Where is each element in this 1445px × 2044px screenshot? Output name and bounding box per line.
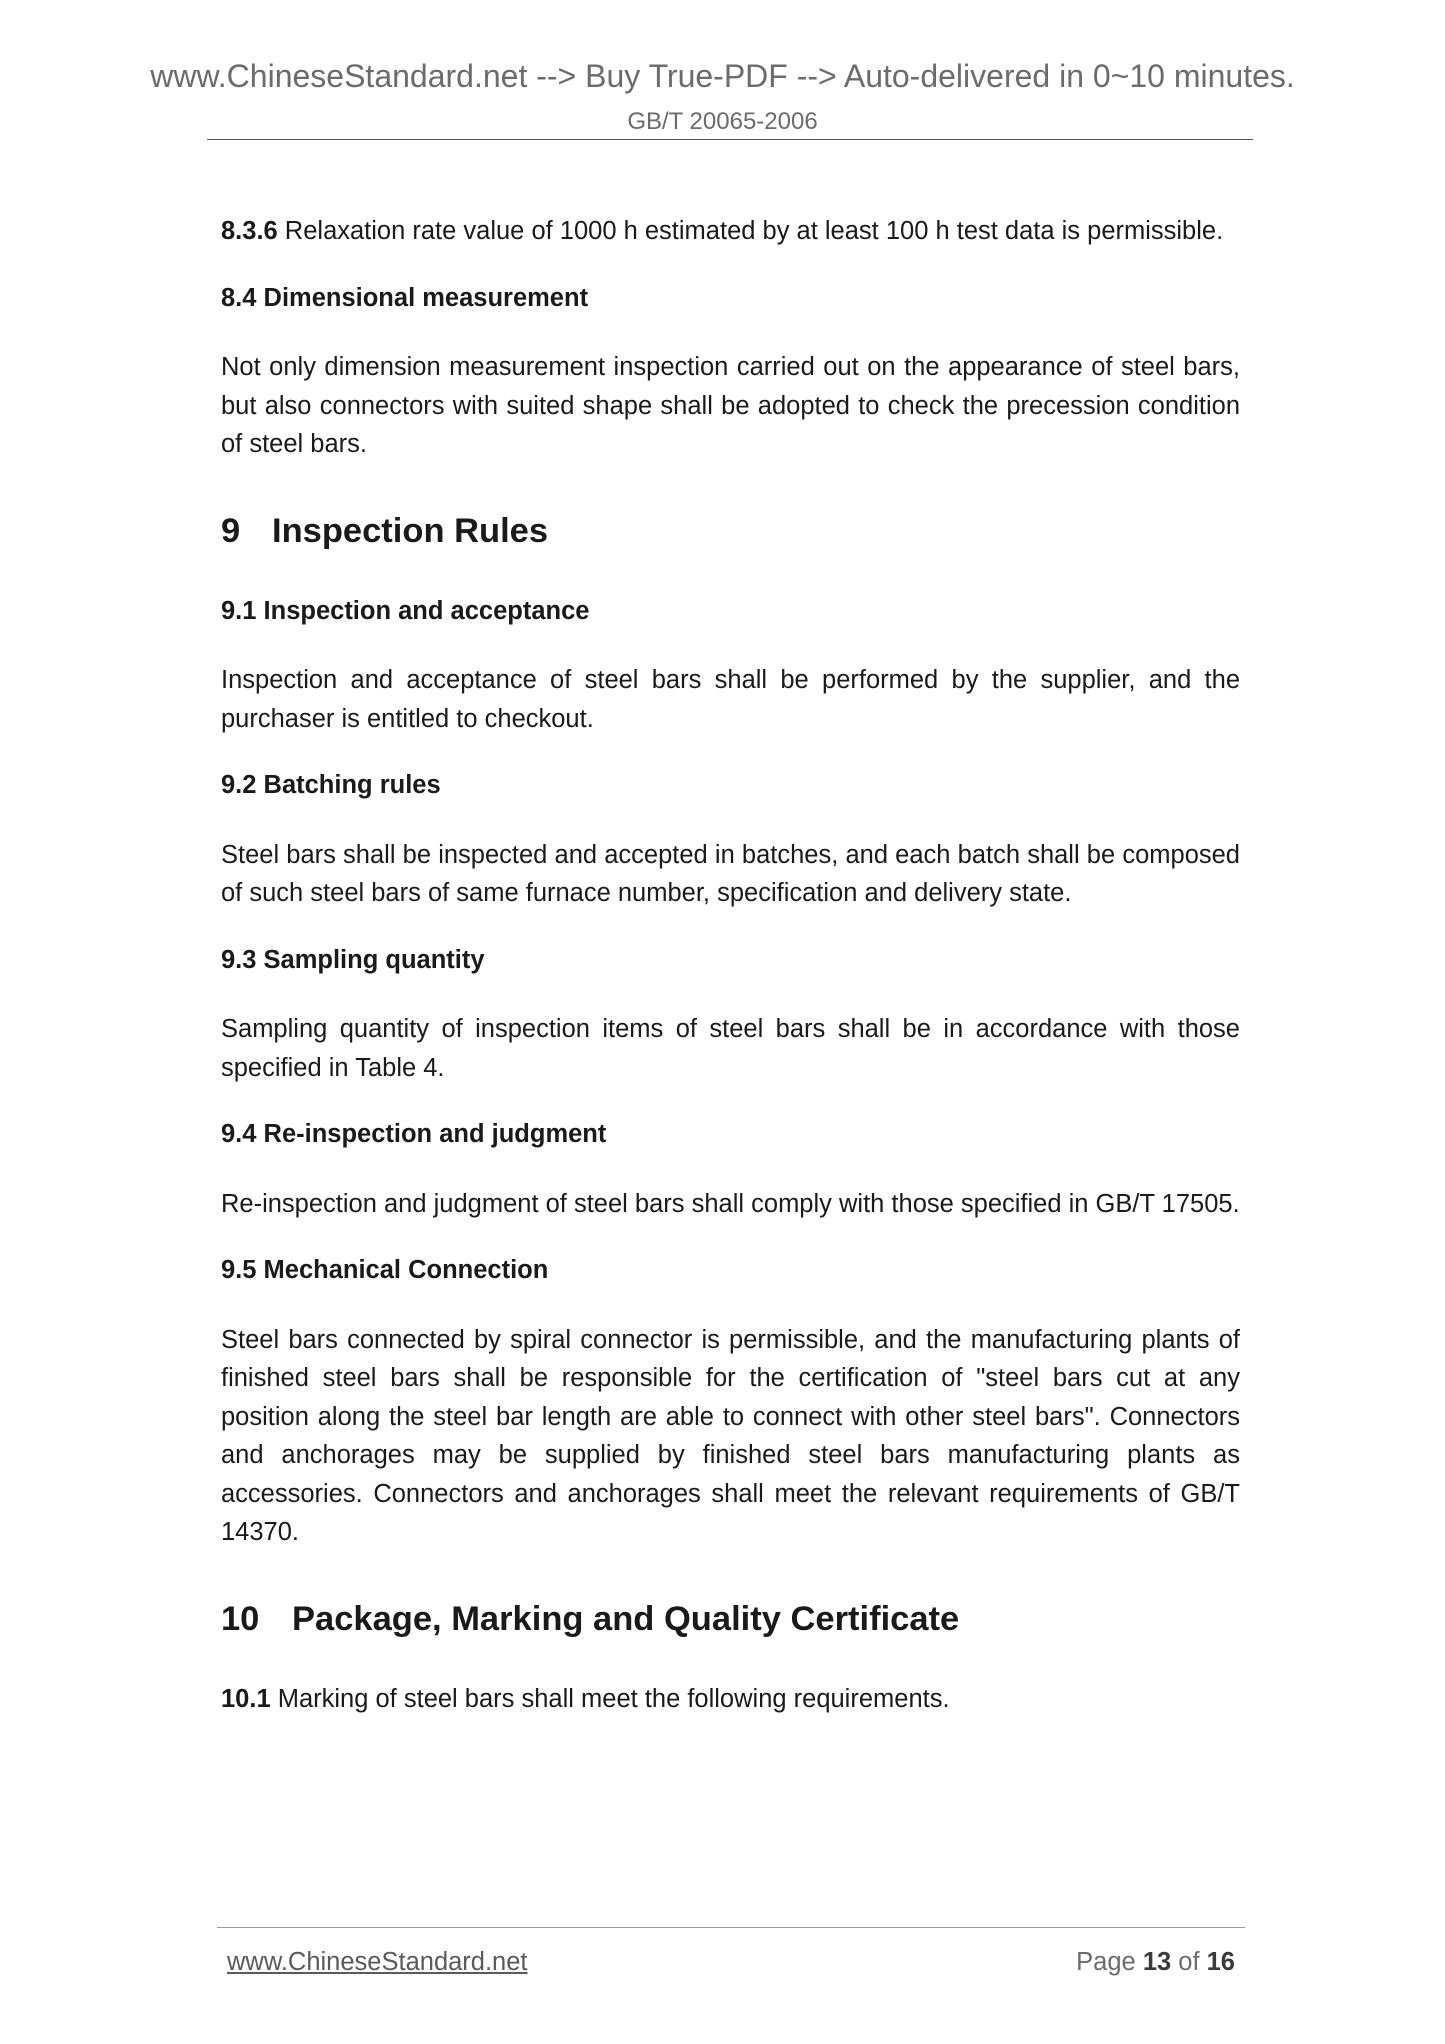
page-body — [221, 212, 1240, 1718]
paragraph-9-1: Inspection and acceptance of steel bars shall be performed by the supplier, and the purchaser is entitled to checkout. — [221, 666, 1240, 733]
clause-text: Marking of steel bars shall meet the following requirements. — [270, 1684, 950, 1713]
total-page-count: 16 — [1206, 1948, 1235, 1976]
clause-number: 8.3.6 — [221, 217, 278, 245]
page-indicator — [1076, 1948, 1235, 1977]
chapter-title: Inspection Rules — [272, 511, 549, 550]
current-page-number: 13 — [1142, 1948, 1172, 1976]
page-prefix: Page — [1076, 1948, 1143, 1976]
header-banner: www.ChineseStandard.net --> Buy True-PDF --> Auto-delivered in 0~10 minutes. — [150, 58, 1295, 94]
heading-9-2: 9.2 Batching rules — [221, 771, 441, 799]
document-code: GB/T 20065-2006 — [627, 108, 818, 135]
paragraph-9-2: Steel bars shall be inspected and accepted in batches, and each batch shall be composed of such steel bars of same furnace number, specification and delivery state. — [221, 840, 1240, 907]
heading-9-5: 9.5 Mechanical Connection — [221, 1256, 549, 1284]
heading-8-4: 8.4 Dimensional measurement — [221, 283, 589, 312]
header-divider — [207, 139, 1253, 140]
clause-10-1 — [221, 1680, 1240, 1719]
footer-website-link[interactable]: www.ChineseStandard.net — [227, 1948, 528, 1976]
heading-9-3: 9.3 Sampling quantity — [221, 945, 485, 974]
heading-9-1: 9.1 Inspection and acceptance — [221, 596, 590, 625]
paragraph-9-3: Sampling quantity of inspection items of steel bars shall be in accordance with those specified in Table 4. — [221, 1015, 1240, 1082]
chapter-title: Package, Marking and Quality Certificate — [292, 1599, 960, 1638]
clause-8-3-6 — [221, 212, 1240, 251]
footer-divider — [217, 1927, 1245, 1928]
paragraph-9-5: Steel bars connected by spiral connector is permissible, and the manufacturing plants of finished steel bars shall be responsible for the certification of "steel bars cut at any position along the steel bar length are able to connect with other steel bars". Connectors and anchorages may be supplied by finished steel bars manufacturing plants as accessories. Connectors and anchorages shall meet the relevant requirements of GB/T 14370. — [221, 1325, 1240, 1546]
clause-number: 10.1 — [221, 1684, 271, 1713]
paragraph-9-4: Re-inspection and judgment of steel bars shall comply with those specified in GB/T 17505. — [221, 1189, 1240, 1218]
paragraph-8-4: Not only dimension measurement inspection carried out on the appearance of steel bars, but also connectors with suited shape shall be adopted to check the precession condition of steel bars. — [221, 353, 1240, 458]
chapter-9-heading — [221, 508, 1240, 554]
chapter-number: 9 — [221, 511, 241, 550]
heading-9-4: 9.4 Re-inspection and judgment — [221, 1120, 607, 1148]
clause-text: Relaxation rate value of 1000 h estimated by at least 100 h test data is permissible. — [277, 217, 1224, 245]
page-of: of — [1171, 1948, 1207, 1976]
chapter-number: 10 — [221, 1599, 260, 1638]
chapter-10-heading — [221, 1596, 1240, 1642]
